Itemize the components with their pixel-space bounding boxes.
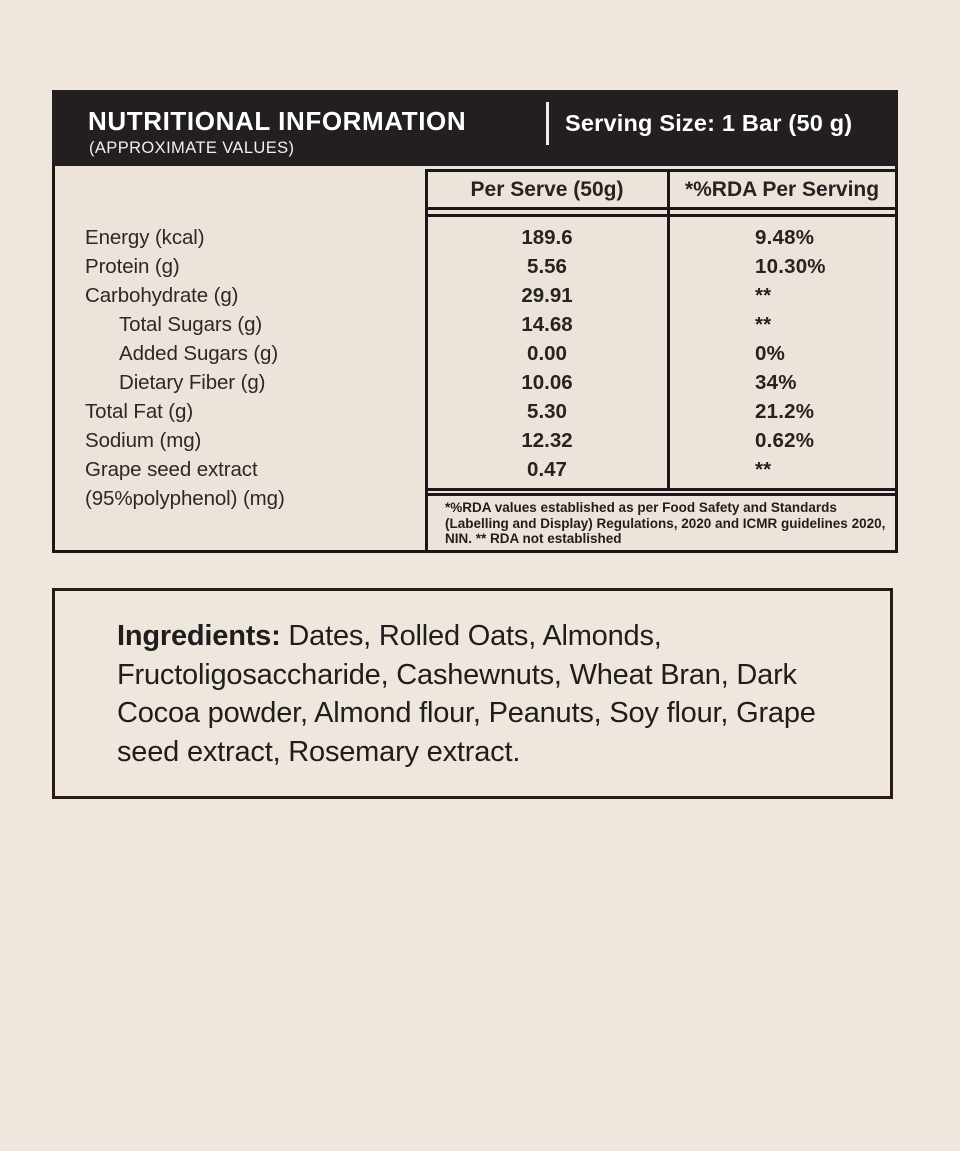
rda-value: 0.62% [755,429,815,452]
panel-header-bar [52,90,898,166]
table-body-top-line [425,214,895,217]
nutrient-label: Carbohydrate (g) [85,284,239,307]
per-serve-value: 29.91 [521,284,573,307]
per-serve-value: 12.32 [521,429,573,452]
nutrient-label: Total Sugars (g) [119,313,263,336]
column-header-top-line [425,169,895,172]
nutrient-label: Dietary Fiber (g) [119,371,266,394]
ingredients-text [117,617,817,771]
nutrient-label: Total Fat (g) [85,400,194,423]
column-header-bottom-line [425,207,895,210]
nutrition-facts-panel [52,90,898,553]
per-serve-value: 14.68 [521,313,573,336]
per-serve-value: 0.00 [527,342,567,365]
nutrient-label: Energy (kcal) [85,226,205,249]
panel-subtitle: (APPROXIMATE VALUES) [89,139,295,157]
per-serve-value: 189.6 [521,226,573,249]
panel-title: NUTRITIONAL INFORMATION [88,106,467,136]
per-serve-value: 10.06 [521,371,573,394]
per-serve-value: 5.30 [527,400,567,423]
footnote-top-line [425,493,895,496]
rda-value: 0% [755,342,786,365]
rda-value: ** [755,313,772,336]
nutrient-label: Sodium (mg) [85,429,202,452]
rda-value: 9.48% [755,226,815,249]
ingredients-list: Dates, Rolled Oats, Almonds, Fructoligosaccharide, Cashewnuts, Wheat Bran, Dark Cocoa powder, Almond flour, Peanuts, Soy flour, Grape seed extract, Rosemary extract. [117,620,816,768]
column-divider-mid [667,169,670,491]
ingredients-box [52,588,893,799]
nutrient-label: Protein (g) [85,255,180,278]
column-header-per-serve: Per Serve (50g) [470,178,624,201]
nutrient-label: Grape seed extract (95%polyphenol) (mg) [85,458,285,510]
rda-footnote: *%RDA values established as per Food Safety and Standards (Labelling and Display) Regulations, 2020 and ICMR guidelines 2020, NIN. ** RDA not established [445,500,886,546]
per-serve-value: 0.47 [527,458,567,481]
header-divider-line [546,102,549,145]
rda-value: 34% [755,371,797,394]
table-body-bottom-line [425,488,895,491]
column-header-rda: *%RDA Per Serving [684,178,880,201]
rda-value: 21.2% [755,400,815,423]
per-serve-value: 5.56 [527,255,567,278]
serving-size-text: Serving Size: 1 Bar (50 g) [565,110,853,136]
rda-value: ** [755,458,772,481]
rda-value: 10.30% [755,255,826,278]
nutrient-label: Added Sugars (g) [119,342,279,365]
rda-value: ** [755,284,772,307]
ingredients-label: Ingredients: [117,620,281,652]
